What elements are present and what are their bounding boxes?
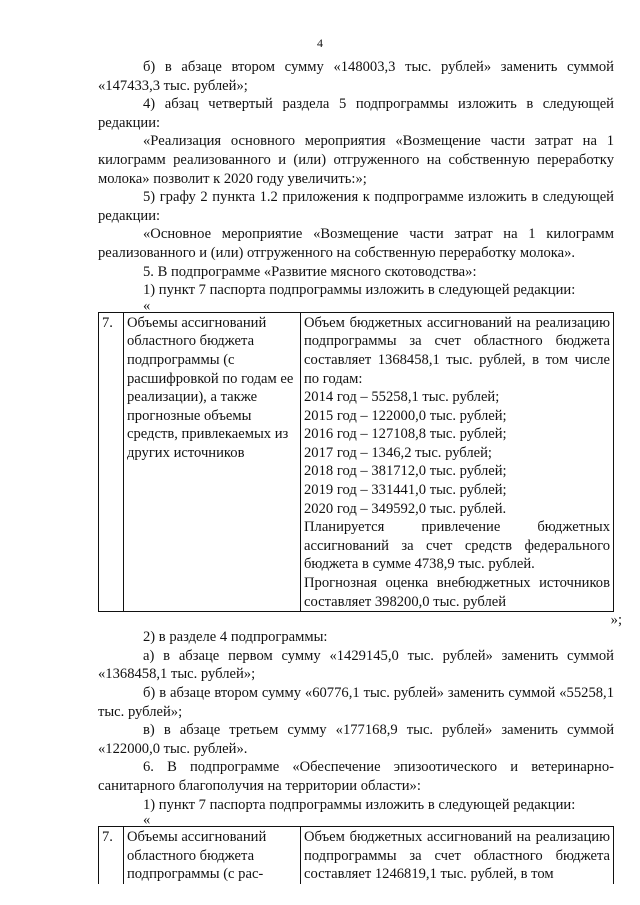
paragraph: «Основное мероприятие «Возмещение части затрат на 1 килограмм реализованного и (или) отгруженного на собственную переработку молока». [98, 226, 614, 261]
content-line: 2019 год – 331441,0 тыс. рублей; [304, 482, 507, 499]
paragraph: 5) графу 2 пункта 1.2 приложения к подпрограмме изложить в следующей редакции: [98, 189, 614, 224]
row-content: Объем бюджетных ассигнований на реализацию подпрограммы за счет областного бюджета составляет 1246819,1 тыс. рублей, в том [301, 827, 614, 884]
paragraph: б) в абзаце втором сумму «60776,1 тыс. рублей» заменить суммой «55258,1 тыс. рублей»; [98, 685, 614, 720]
passport-table-1 [98, 312, 614, 613]
content-line: 2015 год – 122000,0 тыс. рублей; [304, 407, 507, 424]
content-line: 2018 год – 381712,0 тыс. рублей; [304, 463, 507, 480]
table-row [99, 312, 614, 612]
row-number: 7. [99, 827, 124, 884]
paragraph: а) в абзаце первом сумму «1429145,0 тыс. рублей» заменить суммой «1368458,1 тыс. рублей»; [98, 647, 614, 683]
content-line: 2016 год – 127108,8 тыс. рублей; [304, 426, 507, 443]
row-content [301, 312, 614, 612]
content-line: Планируется привлечение бюджетных ассигнований за счет средств федерального бюджета в сумме 4738,9 тыс. рублей. [304, 519, 610, 573]
paragraph: б) в абзаце втором сумму «148003,3 тыс. рублей» заменить суммой «147433,3 тыс. рублей»; [98, 59, 614, 94]
row-name: Объемы ассигнований областного бюджета подпрограммы (с расшифровкой по годам ее реализации), а также прогнозные объемы средств, привлекаемых из других источников [124, 312, 301, 612]
content-line: 2020 год – 349592,0 тыс. рублей. [304, 500, 507, 517]
content-line: Прогнозная оценка внебюджетных источников составляет 398200,0 тыс. рублей [304, 575, 610, 610]
content-line: 2014 год – 55258,1 тыс. рублей; [304, 389, 500, 406]
open-quote: « [143, 812, 151, 829]
paragraph: «Реализация основного мероприятия «Возмещение части затрат на 1 килограмм реализованного и (или) отгруженного на собственную переработку молока» позволит к 2020 году увеличить:»; [98, 133, 614, 187]
paragraph: 1) пункт 7 паспорта подпрограммы изложить в следующей редакции: [143, 282, 576, 299]
row-number: 7. [99, 312, 124, 612]
table-row [99, 827, 614, 884]
paragraph: 1) пункт 7 паспорта подпрограммы изложить в следующей редакции: [143, 796, 576, 813]
content-line: 2017 год – 1346,2 тыс. рублей; [304, 444, 492, 461]
page-number: 4 [317, 36, 323, 50]
open-quote: « [143, 297, 151, 314]
content-line: Объем бюджетных ассигнований на реализацию подпрограммы за счет областного бюджета составляет 1368458,1 тыс. рублей, в том числе по годам: [304, 314, 610, 387]
paragraph: 5. В подпрограмме «Развитие мясного скотоводства»: [143, 263, 477, 280]
close-quote: »; [610, 612, 622, 629]
row-name: Объемы ассигнований областного бюджета подпрограммы (с рас- [124, 827, 301, 884]
document-body [98, 58, 622, 884]
paragraph: 2) в разделе 4 подпрограммы: [143, 629, 328, 646]
paragraph: в) в абзаце третьем сумму «177168,9 тыс. рублей» заменить суммой «122000,0 тыс. рублей». [98, 722, 614, 757]
passport-table-2 [98, 826, 614, 884]
paragraph: 6. В подпрограмме «Обеспечение эпизоотического и ветеринарно-санитарного благополучия на территории области»: [98, 759, 614, 794]
paragraph: 4) абзац четвертый раздела 5 подпрограммы изложить в следующей редакции: [98, 96, 614, 131]
